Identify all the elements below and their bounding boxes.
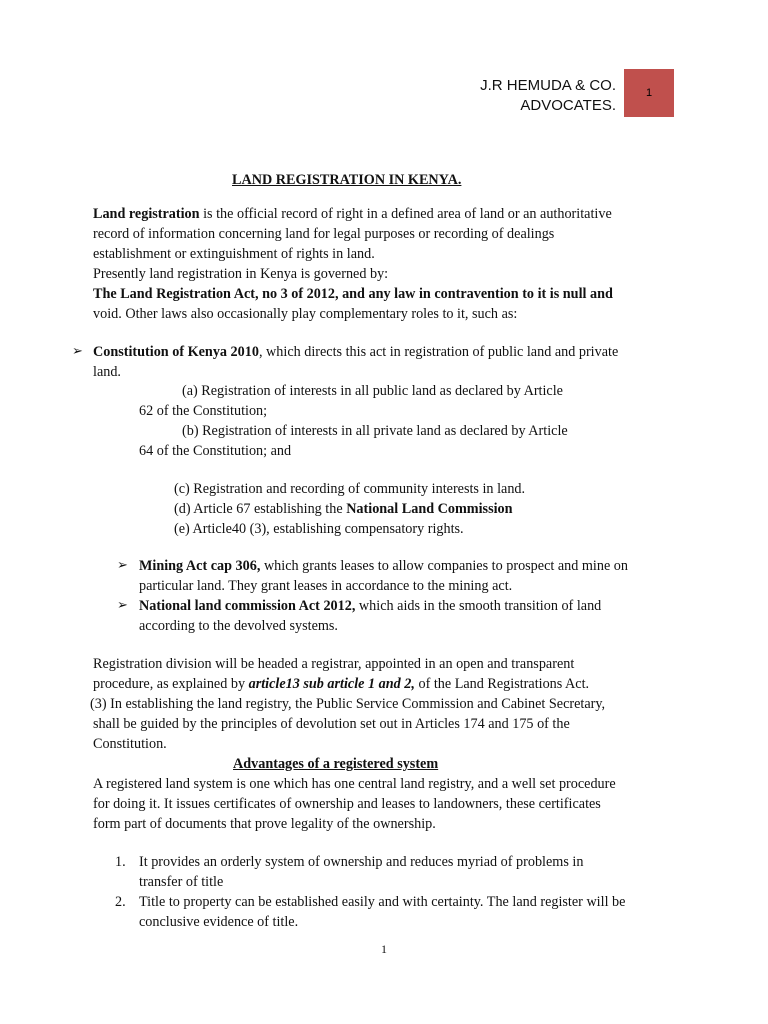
advantages-heading: Advantages of a registered system xyxy=(233,756,439,772)
intro-line-4: Presently land registration in Kenya is governed by: xyxy=(93,266,389,282)
page-badge-text: 1 xyxy=(645,87,653,99)
advantages-para-line-1: A registered land system is one which has one central land registry, and a well set procedure xyxy=(93,776,616,792)
registration-line-1: Registration division will be headed a registrar, appointed in an open and transparent xyxy=(93,656,575,672)
constitution-cont: land. xyxy=(93,364,121,380)
list-item-line-1: Title to property can be established easily and with certainty. The land register will be xyxy=(139,894,626,910)
intro-line-6: void. Other laws also occasionally play complementary roles to it, such as: xyxy=(93,306,518,322)
bullet-nlc xyxy=(139,596,601,616)
firm-designation: ADVOCATES. xyxy=(520,97,616,114)
constitution-item-b-2: 64 of the Constitution; and xyxy=(139,443,292,459)
registration-line-2 xyxy=(93,674,589,694)
registration-l2-post: of the Land Registrations Act. xyxy=(414,676,590,692)
list-item-number: 1. xyxy=(115,854,126,870)
bullet-constitution xyxy=(93,342,618,362)
nlc-cont: according to the devolved systems. xyxy=(139,618,338,634)
nlc-rest: which aids in the smooth transition of land xyxy=(355,598,602,614)
nlc-title: National land commission Act 2012, xyxy=(139,598,356,614)
intro-line-3: establishment or extinguishment of rights in land. xyxy=(93,246,375,262)
document-title: LAND REGISTRATION IN KENYA. xyxy=(232,172,462,188)
item-d-prefix: (d) Article 67 establishing the xyxy=(174,501,347,517)
list-item-line-1: It provides an orderly system of ownership and reduces myriad of problems in xyxy=(139,854,584,870)
list-item-number: 2. xyxy=(115,894,126,910)
firm-name: J.R HEMUDA & CO. xyxy=(480,77,616,94)
bullet-arrow-icon: ➢ xyxy=(117,598,128,613)
advantages-para-line-3: form part of documents that prove legality of the ownership. xyxy=(93,816,436,832)
bullet-arrow-icon: ➢ xyxy=(72,344,83,359)
item-d-bold: National Land Commission xyxy=(346,501,513,517)
constitution-item-a-2: 62 of the Constitution; xyxy=(139,403,268,419)
constitution-item-c: (c) Registration and recording of community interests in land. xyxy=(174,481,526,497)
registration-line-3: (3) In establishing the land registry, the Public Service Commission and Cabinet Secretary, xyxy=(90,696,606,712)
registration-line-5: Constitution. xyxy=(93,736,167,752)
constitution-title: Constitution of Kenya 2010 xyxy=(93,344,259,360)
intro-line-1 xyxy=(93,204,612,224)
page-number-badge xyxy=(624,69,674,117)
registration-l2-citation: article13 sub article 1 and 2, xyxy=(248,676,415,692)
bullet-mining xyxy=(139,556,628,576)
list-item-line-2: conclusive evidence of title. xyxy=(139,914,299,930)
constitution-item-d xyxy=(174,499,513,519)
registration-line-4: shall be guided by the principles of devolution set out in Articles 174 and 175 of the xyxy=(93,716,570,732)
mining-rest: which grants leases to allow companies to prospect and mine on xyxy=(260,558,628,574)
intro-term: Land registration xyxy=(93,206,200,222)
constitution-item-e: (e) Article40 (3), establishing compensatory rights. xyxy=(174,521,464,537)
intro-line-2: record of information concerning land for legal purposes or recording of dealings xyxy=(93,226,555,242)
constitution-item-b-1: (b) Registration of interests in all private land as declared by Article xyxy=(182,423,568,439)
mining-title: Mining Act cap 306, xyxy=(139,558,261,574)
mining-cont: particular land. They grant leases in accordance to the mining act. xyxy=(139,578,513,594)
list-item-line-2: transfer of title xyxy=(139,874,224,890)
constitution-item-a-1: (a) Registration of interests in all public land as declared by Article xyxy=(182,383,563,399)
intro-line-1-rest: is the official record of right in a defined area of land or an authoritative xyxy=(199,206,612,222)
footer-page-number: 1 xyxy=(381,942,387,956)
registration-l2-pre: procedure, as explained by xyxy=(93,676,249,692)
advantages-para-line-2: for doing it. It issues certificates of ownership and leases to landowners, these certificates xyxy=(93,796,601,812)
intro-line-5: The Land Registration Act, no 3 of 2012, and any law in contravention to it is null and xyxy=(93,286,613,302)
constitution-rest: , which directs this act in registration of public land and private xyxy=(258,344,619,360)
bullet-arrow-icon: ➢ xyxy=(117,558,128,573)
